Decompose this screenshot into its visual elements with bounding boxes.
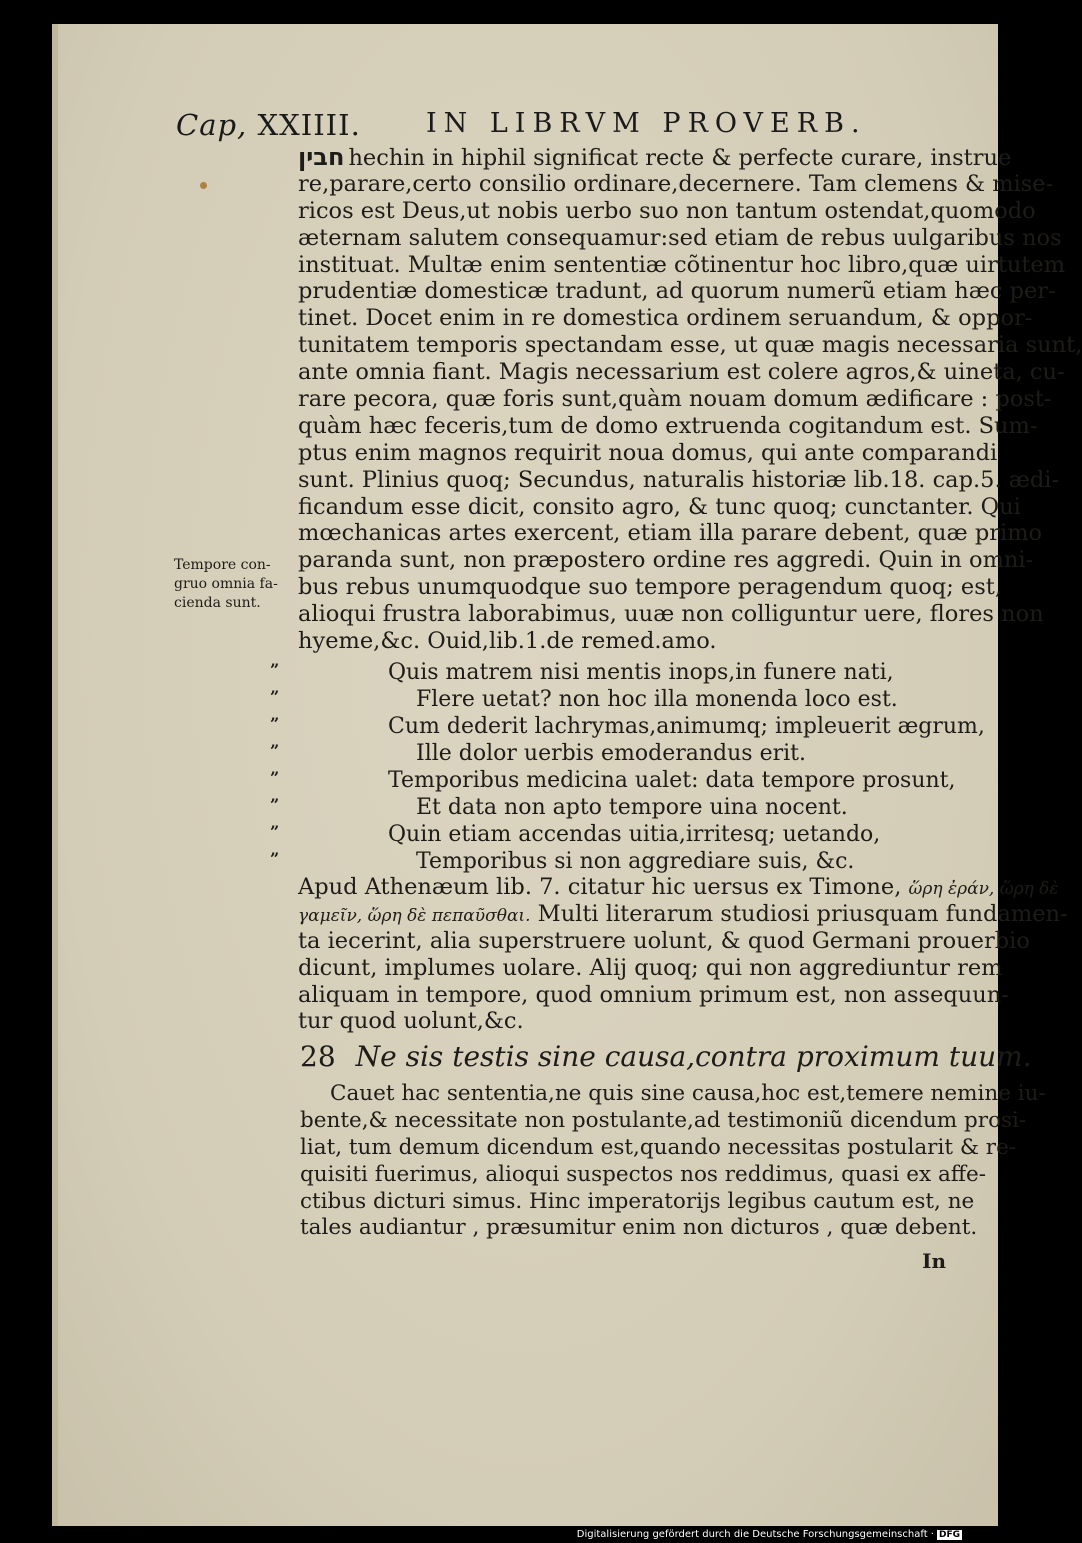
margin-note-line: gruo omnia fa- bbox=[174, 576, 278, 592]
chapter-label bbox=[176, 108, 361, 142]
text-line: quisiti fuerimus, alioqui suspectos nos reddimus, quasi ex affe- bbox=[300, 1161, 987, 1187]
text-line: instituat. Multæ enim sententiæ cõtinentur hoc libro,quæ uirtutem bbox=[298, 251, 1066, 278]
text-line: aliquam in tempore, quod omnium primum est, non assequun- bbox=[298, 981, 1009, 1008]
verse-line: ” Ille dolor uerbis emoderandus erit. bbox=[270, 741, 806, 766]
section-text-block bbox=[300, 1081, 1046, 1242]
running-header bbox=[176, 108, 940, 148]
margin-note-line: cienda sunt. bbox=[174, 595, 261, 611]
text-line: ficandum esse dicit, consito agro, & tunc quoq; cunctanter. Qui bbox=[298, 493, 1021, 520]
verse-line: ” Et data non apto tempore uina nocent. bbox=[270, 795, 848, 820]
text-line: rare pecora, quæ foris sunt,quàm nouam domum ædificare : post- bbox=[298, 386, 1052, 413]
text-line: γαμεῖν, ὥρη δὲ πεπαῦσθαι. Multi literarum studiosi priusquam fundamen- bbox=[298, 900, 1068, 927]
chapter-number: XXIIII. bbox=[257, 108, 361, 142]
text-line: bente,& necessitate non postulante,ad testimoniũ dicendum prosi- bbox=[300, 1107, 1027, 1133]
text-line: dicunt, implumes uolare. Alij quoq; qui non aggrediuntur rem bbox=[298, 954, 1003, 981]
text-line: Cauet hac sententia,ne quis sine causa,hoc est,temere nemine iu- bbox=[330, 1081, 1046, 1106]
dfg-logo: DFG bbox=[938, 1530, 960, 1540]
post-verse-text bbox=[298, 874, 1068, 1035]
text-line: tales audiantur , præsumitur enim non dicturos , quæ debent. bbox=[300, 1215, 978, 1241]
footer-text: Digitalisierung gefördert durch die Deutsche Forschungsgemeinschaft · bbox=[576, 1529, 934, 1540]
text-line: æternam salutem consequamur:sed etiam de rebus uulgaribus nos bbox=[298, 224, 1062, 251]
text-line: sunt. Plinius quoq; Secundus, naturalis historiæ lib.18. cap.5. ædi- bbox=[298, 466, 1060, 493]
text-line: prudentiæ domesticæ tradunt, ad quorum numerũ etiam hæc per- bbox=[298, 278, 1056, 305]
verse-line: ” Cum dederit lachrymas,animumq; impleuerit ægrum, bbox=[270, 714, 985, 739]
quote-mark: ” bbox=[270, 660, 280, 679]
quote-mark: ” bbox=[270, 849, 280, 868]
text-line: mœchanicas artes exercent, etiam illa parare debent, quæ primo bbox=[298, 520, 1043, 547]
verse-line: ” Flere uetat? non hoc illa monenda loco est. bbox=[270, 687, 898, 712]
greek-quote: ὥρη ἐράν, ὥρη δὲ bbox=[908, 879, 1059, 899]
text-line: re,parare,certo consilio ordinare,decernere. Tam clemens & mise- bbox=[298, 170, 1054, 197]
section-title: Ne sis testis sine causa,contra proximum tuum. bbox=[355, 1040, 1032, 1073]
text-line: ante omnia fiant. Magis necessarium est colere agros,& uineta, cu- bbox=[298, 359, 1065, 386]
chapter-word: Cap, bbox=[176, 108, 248, 142]
text-line: hyeme,&c. Ouid,lib.1.de remed.amo. bbox=[298, 628, 717, 655]
section-heading bbox=[300, 1040, 1032, 1073]
text-line: Apud Athenæum lib. 7. citatur hic uersus ex Timone, ὥρη ἐράν, ὥρη δὲ bbox=[298, 874, 1059, 900]
text-line: tur quod uolunt,&c. bbox=[298, 1008, 524, 1035]
text-line: bus rebus unumquodque suo tempore peragendum quoq; est, bbox=[298, 574, 1002, 601]
text-line: tinet. Docet enim in re domestica ordinem seruandum, & oppor- bbox=[298, 305, 1033, 332]
page-gutter bbox=[52, 24, 58, 1526]
quote-mark: ” bbox=[270, 768, 280, 787]
verse-line: ” Quis matrem nisi mentis inops,in funere nati, bbox=[270, 660, 894, 685]
margin-note-line: Tempore con- bbox=[174, 557, 271, 573]
quote-mark: ” bbox=[270, 822, 280, 841]
text-line: ta iecerint, alia superstruere uolunt, & quod Germani prouerbio bbox=[298, 927, 1030, 954]
text-line: ctibus dicturi simus. Hinc imperatorijs legibus cautum est, ne bbox=[300, 1188, 975, 1214]
digitization-footer bbox=[577, 1529, 962, 1540]
quote-mark: ” bbox=[270, 714, 280, 733]
hebrew-word: חבין bbox=[298, 143, 345, 171]
greek-quote: γαμεῖν, ὥρη δὲ πεπαῦσθαι. bbox=[298, 905, 531, 926]
verse-line: ” Quin etiam accendas uitia,irritesq; uetando, bbox=[270, 822, 881, 847]
text-line: paranda sunt, non præpostero ordine res aggredi. Quin in omni- bbox=[298, 547, 1034, 574]
text-line: liat, tum demum dicendum est,quando necessitas postularit & re- bbox=[300, 1134, 1017, 1160]
margin-ink-dot bbox=[200, 182, 207, 189]
quote-mark: ” bbox=[270, 687, 280, 706]
text-line: alioqui frustra laborabimus, uuæ non colliguntur uere, flores non bbox=[298, 601, 1044, 628]
quote-mark: ” bbox=[270, 741, 280, 760]
text-line: חבין hechin in hiphil significat recte & perfecte curare, instrue bbox=[298, 143, 1012, 171]
verse-line: ” Temporibus si non aggrediare suis, &c. bbox=[270, 849, 855, 874]
catchword: In bbox=[922, 1249, 946, 1273]
text-line: ptus enim magnos requirit noua domus, qui ante comparandi bbox=[298, 439, 998, 466]
verse-quotation bbox=[270, 660, 985, 876]
running-title: IN LIBRVM PROVERB. bbox=[426, 108, 867, 139]
section-number: 28 bbox=[300, 1040, 336, 1073]
text-line: quàm hæc feceris,tum de domo extruenda cogitandum est. Sum- bbox=[298, 412, 1038, 439]
quote-mark: ” bbox=[270, 795, 280, 814]
text-line: ricos est Deus,ut nobis uerbo suo non tantum ostendat,quomodo bbox=[298, 197, 1036, 224]
margin-note bbox=[174, 556, 304, 613]
main-text-block bbox=[298, 143, 1082, 655]
verse-line: ” Temporibus medicina ualet: data tempore prosunt, bbox=[270, 768, 956, 793]
text-line: tunitatem temporis spectandam esse, ut quæ magis necessaria sunt, bbox=[298, 332, 1082, 359]
